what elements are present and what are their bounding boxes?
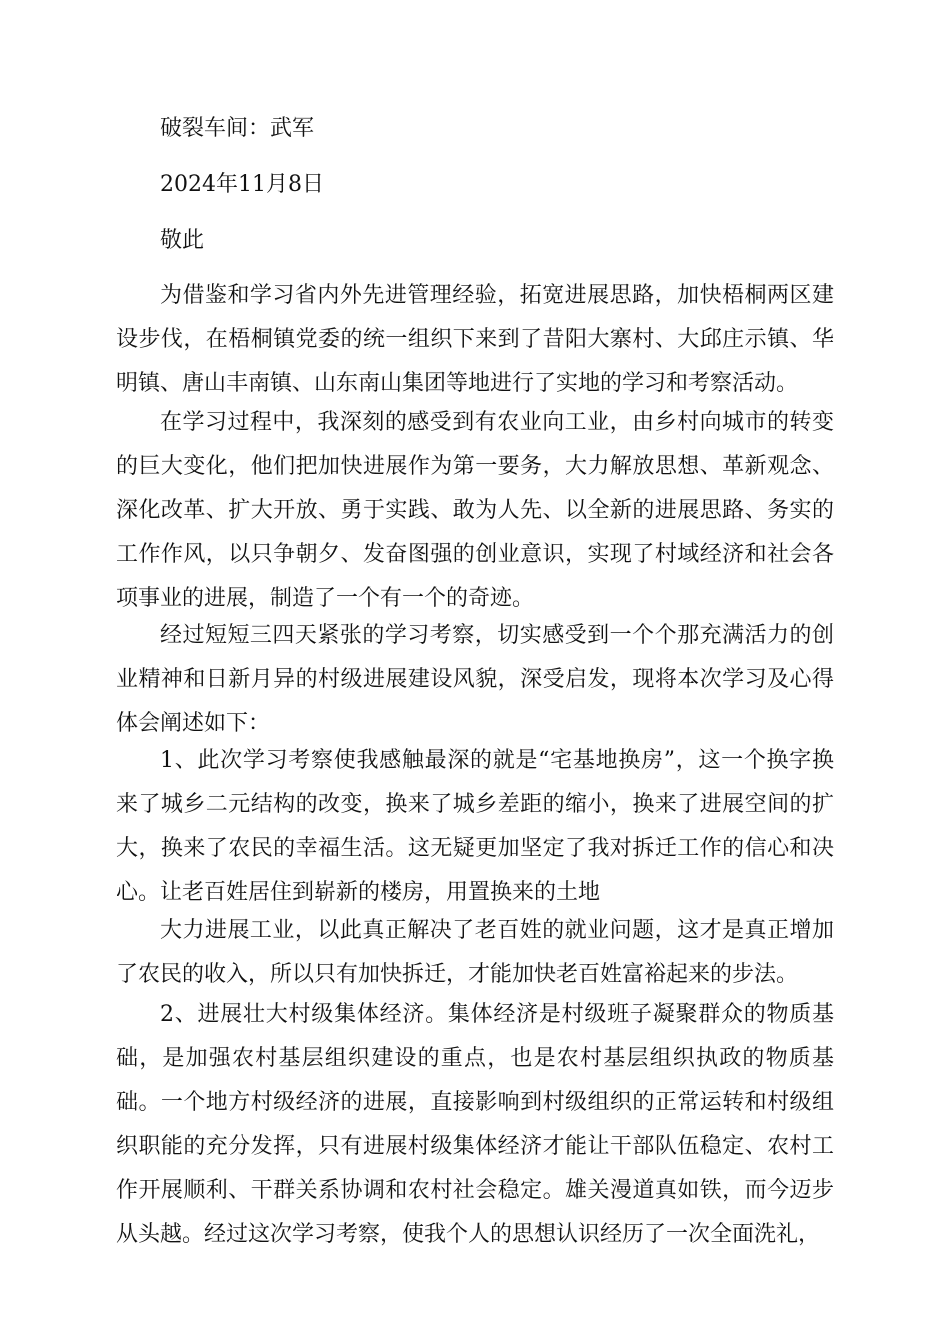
- department-line: 破裂车间：武军: [160, 116, 315, 141]
- paragraph-2: 在学习过程中，我深刻的感受到有农业向工业，由乡村向城市的转变的巨大变化，他们把加快进展作为第一要务，大力解放思想、革新观念、深化改革、扩大开放、勇于实践、敢为人先、以全新的进展思路、务实的工作作风，以只争朝夕、发奋图强的创业意识，实现了村域经济和社会各项事业的进展，制造了一个有一个的奇迹。: [116, 410, 834, 611]
- paragraph-4: 1、此次学习考察使我感触最深的就是“宅基地换房”，这一个换字换来了城乡二元结构的改变，换来了城乡差距的缩小，换来了进展空间的扩大，换来了农民的幸福生活。这无疑更加坚定了我对拆迁工作的信心和决心。让老百姓居住到崭新的楼房，用置换来的土地: [116, 748, 834, 905]
- paragraph-3: 经过短短三四天紧张的学习考察，切实感受到一个个那充满活力的创业精神和日新月异的村级进展建设风貌，深受启发，现将本次学习及心得体会阐述如下：: [116, 623, 834, 736]
- paragraph-5: 大力进展工业，以此真正解决了老百姓的就业问题，这才是真正增加了农民的收入，所以只有加快拆迁，才能加快老百姓富裕起来的步法。: [116, 918, 834, 987]
- closing-line: 敬此: [160, 228, 205, 253]
- paragraph-6: 2、进展壮大村级集体经济。集体经济是村级班子凝聚群众的物质基础，是加强农村基层组织建设的重点，也是农村基层组织执政的物质基础。一个地方村级经济的进展，直接影响到村级组织的正常运转和村级组织职能的充分发挥，只有进展村级集体经济才能让干部队伍稳定、农村工作开展顺利、干群关系协调和农村社会稳定。雄关漫道真如铁，而今迈步从头越。经过这次学习考察，使我个人的思想认识经历了一次全面洗礼，: [116, 1002, 834, 1247]
- paragraph-1: 为借鉴和学习省内外先进管理经验，拓宽进展思路，加快梧桐两区建设步伐，在梧桐镇党委的统一组织下来到了昔阳大寨村、大邱庄示镇、华明镇、唐山丰南镇、山东南山集团等地进行了实地的学习和考察活动。: [116, 283, 834, 396]
- date-line: 2024年11月8日: [160, 172, 324, 197]
